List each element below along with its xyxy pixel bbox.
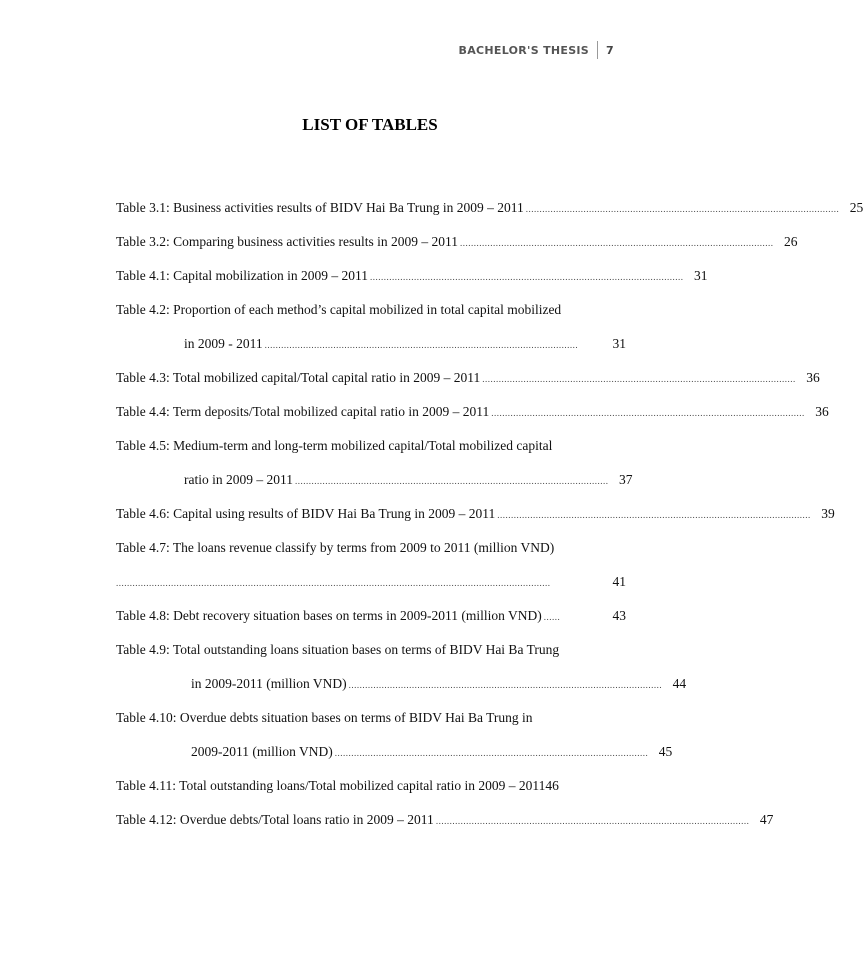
entry-label: Table 4.1: Capital mobilization in 2009 – 2011 [116,268,369,283]
entry-label: Table 4.10: Overdue debts situation bases on terms of BIDV Hai Ba Trung in [116,710,533,725]
entry-page: 43 [612,608,626,623]
list-item[interactable] [116,231,798,253]
entry-page: 36 [815,404,829,419]
header-divider [597,41,598,59]
entry-label: Table 4.3: Total mobilized capital/Total capital ratio in 2009 – 2011 [116,370,481,385]
leader-dots: .................................................................................................................. [295,476,609,486]
entry-label-continued: in 2009-2011 (million VND) [191,676,347,691]
entry-page: 45 [658,744,673,759]
entry-label: Table 4.7: The loans revenue classify by terms from 2009 to 2011 (million VND) [116,540,555,555]
list-item[interactable] [116,605,626,627]
entry-label: Table 4.8: Debt recovery situation bases on terms in 2009-2011 (million VND) [116,608,542,623]
list-item[interactable] [116,401,829,423]
list-item[interactable] [116,367,820,389]
leader-dots: .................................................................................................................. [264,340,579,350]
entry-label: Table 3.2: Comparing business activities results in 2009 – 2011 [116,234,459,249]
entry-label: Table 4.2: Proportion of each method’s capital mobilized in total capital mobilized [116,302,562,317]
entry-page: 46 [545,778,559,793]
leader-dots: .................................................................................................................. [435,816,750,826]
list-item[interactable] [116,435,633,491]
list-item[interactable] [116,809,774,831]
list-item[interactable] [116,639,687,695]
leader-dots: ...... [543,612,561,622]
entry-page: 39 [821,506,835,521]
leader-dots: .................................................................................................................. [491,408,805,418]
entry-label: Table 4.9: Total outstanding loans situation bases on terms of BIDV Hai Ba Trung [116,642,560,657]
entry-label: Table 3.1: Business activities results of BIDV Hai Ba Trung in 2009 – 2011 [116,200,524,215]
leader-dots: .............................................................................................................................................................. [116,578,551,588]
entry-label: Table 4.12: Overdue debts/Total loans ratio in 2009 – 2011 [116,812,434,827]
list-item[interactable] [116,265,708,287]
leader-dots: .................................................................................................................. [525,204,840,214]
list-item[interactable] [116,197,863,219]
list-item[interactable] [116,775,626,797]
entry-page: 44 [672,676,687,691]
entry-page: 41 [612,574,626,589]
entry-label-continued: in 2009 - 2011 [184,336,263,351]
entry-page: 31 [694,268,708,283]
leader-dots: .................................................................................................................. [334,748,649,758]
header-page-number: 7 [606,43,614,57]
entry-label-continued: ratio in 2009 – 2011 [184,472,293,487]
leader-dots: .................................................................................................................. [370,272,684,282]
leader-dots: .................................................................................................................. [348,680,663,690]
entry-page: 47 [759,812,774,827]
entry-page: 31 [612,336,626,351]
list-item[interactable] [116,503,835,525]
list-item[interactable] [116,299,626,355]
table-list [116,197,863,831]
list-item[interactable] [116,537,626,593]
entry-label: Table 4.11: Total outstanding loans/Total mobilized capital ratio in 2009 – 2011 [116,778,546,793]
entry-label: Table 4.5: Medium-term and long-term mobilized capital/Total mobilized capital [116,438,553,453]
list-item[interactable] [116,707,673,763]
entry-page: 36 [806,370,820,385]
entry-page: 25 [849,200,863,215]
running-header [459,41,614,59]
leader-dots: .................................................................................................................. [460,238,774,248]
leader-dots: .................................................................................................................. [497,510,811,520]
page-title: LIST OF TABLES [302,115,438,134]
header-title: BACHELOR'S THESIS [458,43,590,57]
entry-page: 37 [619,472,633,487]
entry-label: Table 4.4: Term deposits/Total mobilized capital ratio in 2009 – 2011 [116,404,490,419]
entry-label-continued: 2009-2011 (million VND) [191,744,333,759]
leader-dots: .................................................................................................................. [482,374,796,384]
entry-label: Table 4.6: Capital using results of BIDV Hai Ba Trung in 2009 – 2011 [116,506,496,521]
entry-page: 26 [784,234,798,249]
